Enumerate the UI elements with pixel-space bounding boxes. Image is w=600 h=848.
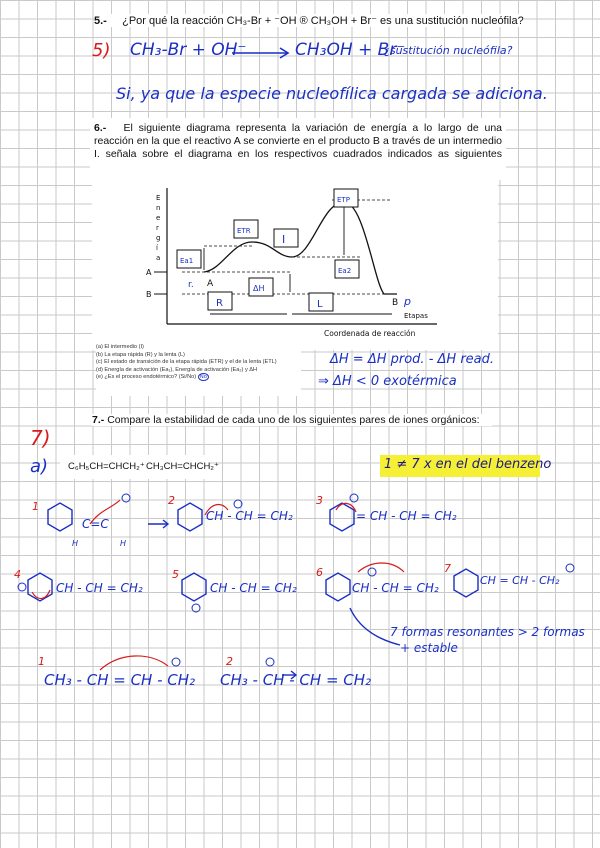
structure-number: 6 <box>316 566 323 579</box>
electron-arrow-icon <box>358 563 404 572</box>
positive-charge-icon <box>266 658 274 666</box>
etapas-label: Etapas <box>404 312 428 320</box>
box-r-label: R <box>216 298 223 309</box>
part-a-formulas <box>60 455 220 479</box>
benzene-ring-icon <box>454 569 478 597</box>
x-axis-label: Coordenada de reacción <box>324 329 416 338</box>
legend-item: (c) El estado de transición de la etapa rápida (ETR) y el de la lenta (ETL) <box>96 359 277 366</box>
resonance-note-1: 7 formas resonantes > 2 formas <box>390 625 585 639</box>
y-letter: í <box>156 244 158 252</box>
structure-number: 5 <box>172 568 179 581</box>
positive-charge-icon <box>18 583 26 591</box>
y-tick-a: A <box>146 268 152 277</box>
box-dh-label: ΔH <box>253 284 265 293</box>
y-letter: n <box>156 204 161 212</box>
question-7 <box>92 414 492 426</box>
y-letter: g <box>156 234 161 242</box>
y-axis-label <box>156 194 160 262</box>
question-5-number: 5.- <box>94 15 107 27</box>
chain-3: CH - CH = CH₂ <box>56 581 143 595</box>
chain-4: CH - CH = CH₂ <box>210 581 297 595</box>
point-b: B <box>392 298 399 308</box>
h-label: H <box>72 539 79 548</box>
question-7-number: 7.- <box>92 414 105 426</box>
reaction-arrow-icon <box>232 44 292 60</box>
answer-5-reaction-left: CH₃-Br + OH⁻ <box>130 40 247 60</box>
resonance-structures <box>0 480 600 710</box>
structure-number: 1 <box>32 500 39 513</box>
legend-item: (b) La etapa rápida (R) y la lenta (L) <box>96 351 185 358</box>
box-i-label: I <box>282 233 286 246</box>
legend-item: (a) El intermedio (I) <box>96 344 144 350</box>
chain-2: = CH - CH = CH₂ <box>356 509 457 523</box>
highlight-text: 1 ≠ 7 x en el del benzeno <box>384 457 552 472</box>
part-a-label: a) <box>30 456 49 477</box>
allyl-structure-2: CH₃ - CH - CH = CH₂ <box>220 671 372 689</box>
y-letter: r <box>156 224 159 232</box>
answer-7-label: 7) <box>30 426 51 450</box>
positive-charge-icon <box>234 500 242 508</box>
h-label: H <box>120 539 127 548</box>
dh-conclusion: ⇒ ΔH < 0 exotérmica <box>318 374 457 389</box>
structure-number: 3 <box>316 494 323 507</box>
benzene-ring-icon <box>326 573 350 601</box>
positive-charge-icon <box>192 604 200 612</box>
y-tick-b: B <box>146 290 152 299</box>
resonance-note-2: + estable <box>400 641 458 655</box>
legend-item: (d) Energía de activación (Ea₁), Energía de activación (Ea₂) y ΔH <box>96 366 258 373</box>
allyl-structure-1: CH₃ - CH = CH - CH₂ <box>44 671 196 689</box>
benzene-ring-icon <box>48 503 72 531</box>
formula-a1: C₆H₅CH=CHCH₂⁺ <box>68 461 145 472</box>
y-letter: e <box>156 214 161 222</box>
energy-diagram-svg <box>92 162 498 350</box>
box-ea2-label: Ea2 <box>338 267 352 275</box>
legend-answer: No <box>199 374 207 381</box>
answer-5-label: 5) <box>92 40 111 61</box>
row1-fragment: C=C <box>82 517 109 531</box>
question-6-text: El siguiente diagrama representa la variación de energía a lo largo de una reacción en la que el reactivo A se convierte en el producto B a través de un intermedio I. señala sobre el diagrama en los respectivos cuadrados indicados as siguientes <box>94 122 502 160</box>
benzene-ring-icon <box>330 503 354 531</box>
point-a: A <box>207 279 214 289</box>
y-letter: a <box>156 254 161 262</box>
box-etp-label: ETP <box>337 196 350 204</box>
energy-diagram <box>92 162 498 350</box>
question-5 <box>94 14 524 27</box>
hand-p: p <box>404 295 411 308</box>
structure-number: 2 <box>168 494 175 507</box>
structure-number: 1 <box>38 655 45 668</box>
benzene-ring-icon <box>182 573 206 601</box>
structure-number: 2 <box>226 655 233 668</box>
hand-r: r. <box>188 280 194 290</box>
positive-charge-icon <box>566 564 574 572</box>
box-ea1-label: Ea1 <box>180 257 194 265</box>
energy-curve <box>204 202 397 294</box>
positive-charge-icon <box>172 658 180 666</box>
benzene-ring-icon <box>28 573 52 601</box>
question-5-text: ¿Por qué la reacción CH₃-Br + ⁻OH ® CH₃OH + Br⁻ es una sustitución nucleófila? <box>122 15 524 27</box>
chain-6: CH = CH - CH₂ <box>480 574 560 587</box>
structure-number: 4 <box>14 568 21 581</box>
structure-number: 7 <box>444 562 451 575</box>
question-7-text: Compare la estabilidad de cada uno de los siguientes pares de iones orgánicos: <box>107 414 480 426</box>
legend-item: (e) ¿Es el proceso endotérmico? (Si/No) No <box>96 374 207 381</box>
box-etr-label: ETR <box>237 227 251 235</box>
question-6-number: 6.- <box>94 122 107 134</box>
dh-equation: ΔH = ΔH prod. - ΔH read. <box>330 352 495 367</box>
electron-arrow-icon <box>100 656 168 670</box>
positive-charge-icon <box>350 494 358 502</box>
answer-5-reaction-right: CH₃OH + Br⁻ <box>295 40 406 60</box>
y-letter: E <box>156 194 161 202</box>
formula-a2: CH₃CH=CHCH₂⁺ <box>146 461 220 472</box>
chain-5: CH - CH = CH₂ <box>352 581 439 595</box>
answer-5-note: ¿sustitución nucleófila? <box>384 44 513 57</box>
positive-charge-icon <box>122 494 130 502</box>
box-l-label: L <box>317 299 323 310</box>
positive-charge-icon <box>368 568 376 576</box>
diagram-legend <box>96 344 301 396</box>
chain-1: CH - CH = CH₂ <box>206 509 293 523</box>
benzene-ring-icon <box>178 503 202 531</box>
answer-5-text: Si, ya que la especie nucleofílica cargada se adiciona. <box>116 84 548 103</box>
box-i <box>274 229 298 247</box>
